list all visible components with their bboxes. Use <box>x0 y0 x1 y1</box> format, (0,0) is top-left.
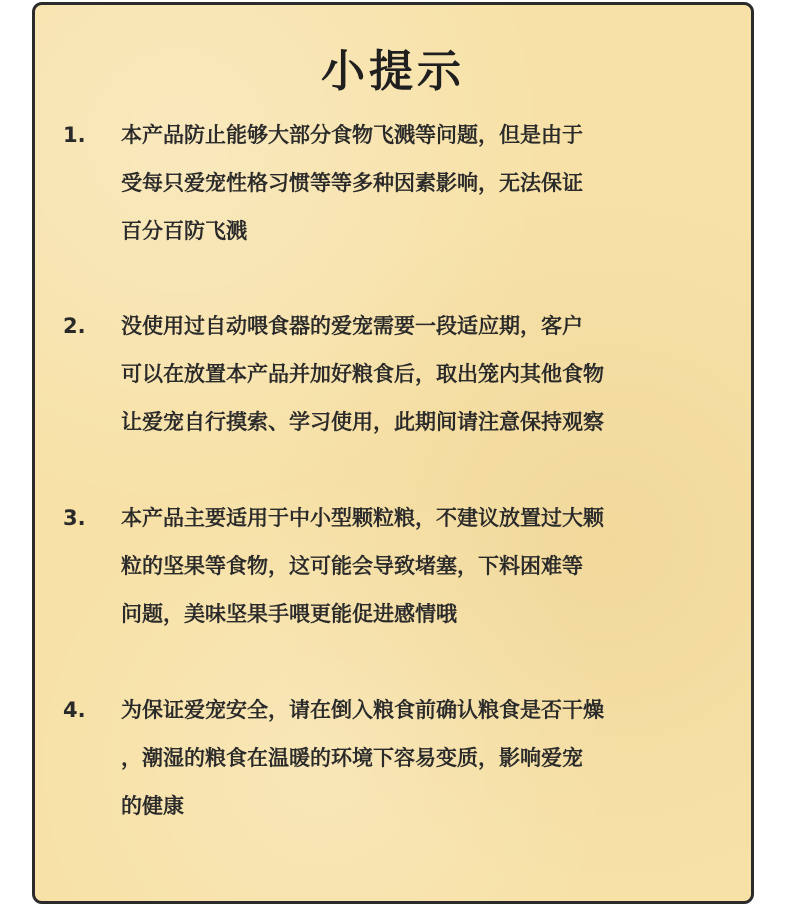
tip-line: 粒的坚果等食物，这可能会导致堵塞，下料困难等 <box>121 554 583 578</box>
tip-line: 本产品防止能够大部分食物飞溅等问题，但是由于 <box>121 123 583 147</box>
tip-line: 可以在放置本产品并加好粮食后，取出笼内其他食物 <box>121 362 604 386</box>
tip-number: 4. <box>63 698 86 722</box>
tip-line: 受每只爱宠性格习惯等等多种因素影响，无法保证 <box>121 171 583 195</box>
tip-line: 没使用过自动喂食器的爱宠需要一段适应期，客户 <box>121 314 583 338</box>
tip-number: 2. <box>63 314 86 338</box>
page-title: 小提示 <box>321 46 465 97</box>
tip-line: 问题，美味坚果手喂更能促进感情哦 <box>121 602 457 626</box>
tip-line: 百分百防飞溅 <box>121 219 247 243</box>
tips-card <box>32 2 754 904</box>
tip-line: 本产品主要适用于中小型颗粒粮，不建议放置过大颗 <box>121 506 604 530</box>
tip-line: 的健康 <box>121 794 184 818</box>
tip-line: ，潮湿的粮食在温暖的环境下容易变质，影响爱宠 <box>121 746 583 770</box>
tip-number: 3. <box>63 506 86 530</box>
tip-line: 为保证爱宠安全，请在倒入粮食前确认粮食是否干燥 <box>121 698 604 722</box>
tip-number: 1. <box>63 123 86 147</box>
tip-line: 让爱宠自行摸索、学习使用，此期间请注意保持观察 <box>121 410 604 434</box>
